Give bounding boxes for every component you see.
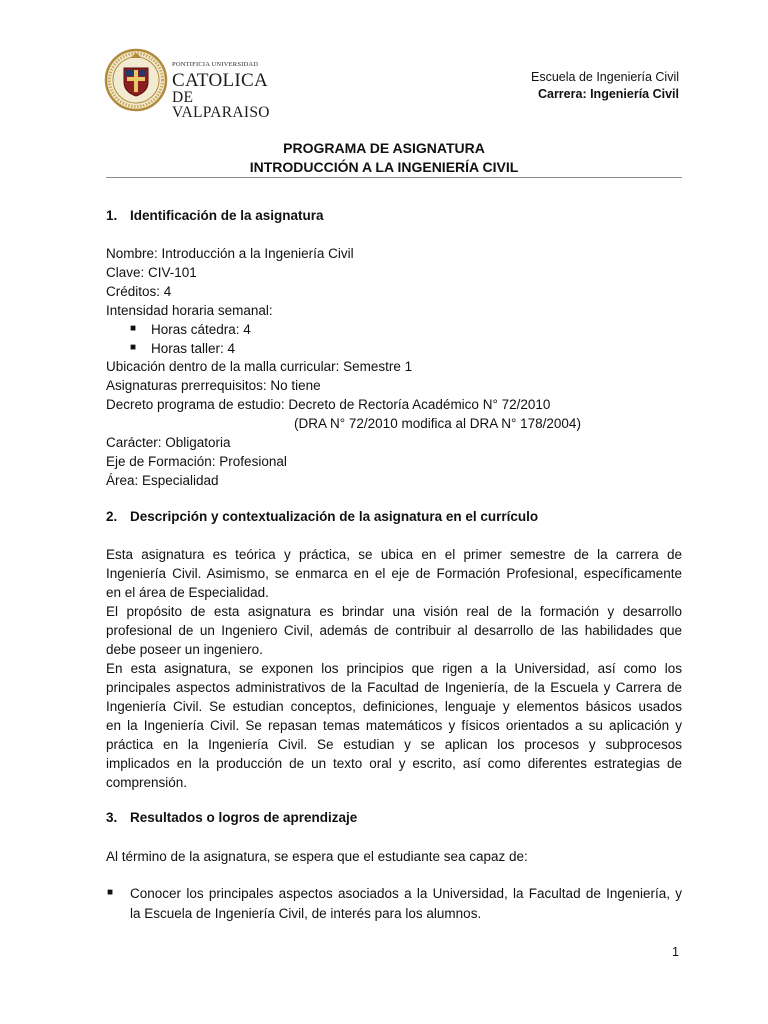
field-intensidad: Intensidad horaria semanal:	[106, 303, 273, 318]
field-creditos: Créditos: 4	[106, 284, 172, 299]
logo-line-3: DE VALPARAISO	[172, 88, 270, 121]
document-title-line-2: INTRODUCCIÓN A LA INGENIERÍA CIVIL	[249, 159, 519, 175]
section-2-heading: 2. Descripción y contextualización de la asignatura en el currículo	[106, 509, 539, 524]
paragraph-line: en la Ingeniería Civil. Se repasan temas matemáticos y físicos orientados a su aplicación y	[106, 718, 682, 733]
logo-line-1: PONTIFICIA UNIVERSIDAD	[172, 61, 259, 68]
title-divider	[106, 177, 682, 178]
school-name: Escuela de Ingeniería Civil	[531, 70, 679, 84]
bullet-icon: ■	[130, 323, 137, 334]
field-area: Área: Especialidad	[106, 473, 219, 488]
page-number: 1	[672, 945, 679, 959]
list-item-line: la Escuela de Ingeniería Civil, de interés para los alumnos.	[130, 906, 482, 921]
field-nombre: Nombre: Introducción a la Ingeniería Civil	[106, 246, 354, 261]
paragraph-line: debe poseer un ingeniero.	[106, 642, 263, 657]
section-1-heading: 1. Identificación de la asignatura	[106, 208, 324, 223]
document-title-line-1: PROGRAMA DE ASIGNATURA	[283, 140, 485, 156]
paragraph-line: Esta asignatura es teórica y práctica, se ubica en el primer semestre de la carrera de	[106, 547, 682, 562]
bullet-icon: ■	[130, 342, 137, 353]
university-seal-icon	[104, 44, 168, 116]
field-clave: Clave: CIV-101	[106, 265, 197, 280]
section-3-intro: Al término de la asignatura, se espera que el estudiante sea capaz de:	[106, 849, 528, 864]
field-ubicacion: Ubicación dentro de la malla curricular: Semestre 1	[106, 359, 413, 374]
field-decreto-note: (DRA N° 72/2010 modifica al DRA N° 178/2004)	[294, 416, 581, 431]
header-school-info	[531, 69, 679, 103]
list-item-horas-catedra: Horas cátedra: 4	[151, 322, 251, 337]
paragraph-line: Ingeniería Civil. Asimismo, se enmarca en el eje de Formación Profesional, específicamente	[106, 566, 682, 581]
field-decreto: Decreto programa de estudio: Decreto de Rectoría Académico N° 72/2010	[106, 397, 551, 412]
paragraph-line: implicados en la producción de un texto oral y escrito, así como diferentes estrategias de	[106, 756, 682, 771]
paragraph-line: El propósito de esta asignatura es brindar una visión real de la formación y desarrollo	[106, 604, 682, 619]
paragraph-line: práctica en la Ingeniería Civil. Se estudian y se aplican los procesos y subprocesos	[106, 737, 682, 752]
list-item-horas-taller: Horas taller: 4	[151, 341, 236, 356]
field-caracter: Carácter: Obligatoria	[106, 435, 231, 450]
field-eje: Eje de Formación: Profesional	[106, 454, 287, 469]
paragraph-line: en el área de Especialidad.	[106, 585, 269, 600]
university-logo	[104, 44, 284, 121]
bullet-icon: ■	[107, 887, 114, 898]
paragraph-line: profesional de un Ingeniero Civil, además de contribuir al desarrollo de las habilidades que	[106, 623, 682, 638]
section-3-heading: 3. Resultados o logros de aprendizaje	[106, 810, 358, 825]
paragraph-line: comprensión.	[106, 775, 188, 790]
paragraph-line: principales aspectos administrativos de la Facultad de Ingeniería, de la Escuela y Carrera de	[106, 680, 682, 695]
logo-line-2: CATOLICA	[172, 69, 268, 91]
field-prerrequisitos: Asignaturas prerrequisitos: No tiene	[106, 378, 321, 393]
career-name: Carrera: Ingeniería Civil	[537, 87, 679, 101]
list-item-line: Conocer los principales aspectos asociados a la Universidad, la Facultad de Ingeniería, y	[130, 886, 682, 901]
paragraph-line: En esta asignatura, se exponen los principios que rigen a la Universidad, así como los	[106, 661, 682, 676]
paragraph-line: Ingeniería Civil. Se estudian conceptos, definiciones, lenguaje y elementos básicos usados	[106, 699, 682, 714]
